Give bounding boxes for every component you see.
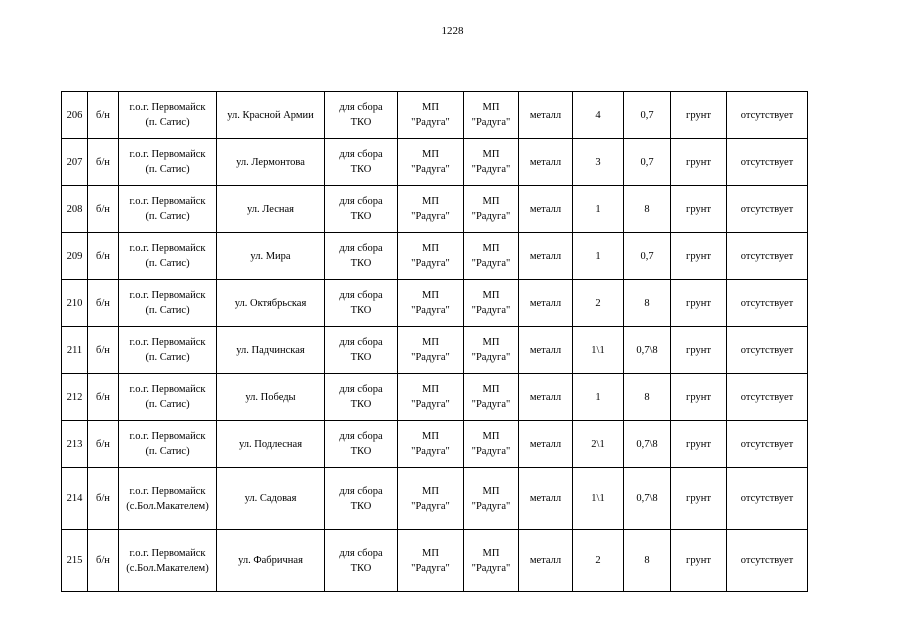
no-number-cell: б/н: [88, 139, 119, 186]
locality-cell-line: г.о.г. Первомайск: [129, 149, 206, 160]
locality-cell: [119, 327, 217, 374]
purpose-cell-line: ТКО: [350, 446, 372, 457]
locality-cell-line: г.о.г. Первомайск: [129, 337, 206, 348]
purpose-cell-line: для сбора: [339, 196, 383, 207]
owner-cell-line: МП: [422, 290, 439, 301]
operator-cell-line: МП: [482, 290, 500, 301]
purpose-cell-line: для сбора: [339, 243, 383, 254]
purpose-cell-line: для сбора: [339, 337, 383, 348]
purpose-cell-line: ТКО: [350, 117, 372, 128]
purpose-cell-line: для сбора: [339, 547, 383, 559]
owner-cell: [398, 92, 464, 139]
locality-cell: [119, 186, 217, 233]
owner-cell: [398, 468, 464, 530]
table-row: [62, 139, 808, 186]
locality-cell-line: г.о.г. Первомайск: [129, 196, 206, 207]
owner-cell: [398, 374, 464, 421]
operator-cell: [464, 327, 519, 374]
purpose-cell-line: ТКО: [350, 562, 372, 574]
purpose-cell-line: ТКО: [350, 352, 372, 363]
locality-cell: [119, 468, 217, 530]
locality-cell-line: (с.Бол.Макателем): [126, 562, 209, 574]
table-row: [62, 186, 808, 233]
owner-cell-line: МП: [422, 149, 439, 160]
operator-cell: [464, 374, 519, 421]
fence-cell: отсутствует: [727, 374, 808, 421]
fence-cell: отсутствует: [727, 468, 808, 530]
operator-cell-line: "Радуга": [471, 305, 511, 316]
street-cell: ул. Лермонтова: [217, 139, 325, 186]
owner-cell-line: "Радуга": [411, 352, 450, 363]
container-count-cell: 1\1: [573, 327, 624, 374]
row-number-cell: 211: [62, 327, 88, 374]
locality-cell-line: г.о.г. Первомайск: [129, 485, 206, 497]
purpose-cell: [325, 139, 398, 186]
purpose-cell-line: ТКО: [350, 211, 372, 222]
purpose-cell: [325, 233, 398, 280]
material-cell: металл: [519, 280, 573, 327]
locality-cell: [119, 374, 217, 421]
table-row: [62, 280, 808, 327]
operator-cell-line: "Радуга": [471, 500, 511, 512]
operator-cell-line: МП: [482, 149, 500, 160]
surface-cell: грунт: [671, 186, 727, 233]
purpose-cell-line: для сбора: [339, 102, 383, 113]
container-count-cell: 1\1: [573, 468, 624, 530]
surface-cell: грунт: [671, 327, 727, 374]
operator-cell-line: МП: [482, 196, 500, 207]
locality-cell-line: г.о.г. Первомайск: [129, 547, 206, 559]
locality-cell-line: (п. Сатис): [145, 211, 190, 222]
locality-cell-line: (п. Сатис): [145, 446, 190, 457]
locality-cell-line: г.о.г. Первомайск: [129, 384, 206, 395]
locality-cell-line: (п. Сатис): [145, 352, 190, 363]
locality-cell-line: (п. Сатис): [145, 258, 190, 269]
surface-cell: грунт: [671, 530, 727, 592]
table-row: [62, 468, 808, 530]
row-number-cell: 214: [62, 468, 88, 530]
surface-cell: грунт: [671, 92, 727, 139]
locality-cell-line: (с.Бол.Макателем): [126, 500, 209, 512]
row-number-cell: 212: [62, 374, 88, 421]
material-cell: металл: [519, 139, 573, 186]
owner-cell-line: "Радуга": [411, 446, 450, 457]
purpose-cell: [325, 421, 398, 468]
locality-cell-line: г.о.г. Первомайск: [129, 102, 206, 113]
material-cell: металл: [519, 186, 573, 233]
operator-cell: [464, 468, 519, 530]
operator-cell-line: "Радуга": [471, 352, 511, 363]
registry-table: [61, 91, 808, 592]
row-number-cell: 213: [62, 421, 88, 468]
owner-cell-line: МП: [422, 196, 439, 207]
operator-cell-line: "Радуга": [471, 446, 511, 457]
container-count-cell: 1: [573, 374, 624, 421]
container-volume-cell: 0,7: [624, 139, 671, 186]
purpose-cell-line: ТКО: [350, 258, 372, 269]
street-cell: ул. Садовая: [217, 468, 325, 530]
material-cell: металл: [519, 374, 573, 421]
purpose-cell: [325, 186, 398, 233]
owner-cell-line: МП: [422, 485, 439, 497]
material-cell: металл: [519, 327, 573, 374]
container-count-cell: 3: [573, 139, 624, 186]
material-cell: металл: [519, 530, 573, 592]
row-number-cell: 210: [62, 280, 88, 327]
operator-cell: [464, 421, 519, 468]
owner-cell: [398, 327, 464, 374]
operator-cell-line: МП: [482, 243, 500, 254]
street-cell: ул. Красной Армии: [217, 92, 325, 139]
street-cell: ул. Фабричная: [217, 530, 325, 592]
operator-cell-line: "Радуга": [471, 258, 511, 269]
fence-cell: отсутствует: [727, 530, 808, 592]
street-cell: ул. Победы: [217, 374, 325, 421]
owner-cell: [398, 186, 464, 233]
no-number-cell: б/н: [88, 280, 119, 327]
street-cell: ул. Лесная: [217, 186, 325, 233]
row-number-cell: 207: [62, 139, 88, 186]
row-number-cell: 206: [62, 92, 88, 139]
locality-cell: [119, 139, 217, 186]
fence-cell: отсутствует: [727, 327, 808, 374]
operator-cell: [464, 233, 519, 280]
no-number-cell: б/н: [88, 92, 119, 139]
owner-cell-line: "Радуга": [411, 562, 450, 574]
owner-cell-line: МП: [422, 337, 439, 348]
owner-cell-line: "Радуга": [411, 117, 450, 128]
owner-cell: [398, 139, 464, 186]
purpose-cell-line: для сбора: [339, 149, 383, 160]
container-volume-cell: 0,7\8: [624, 421, 671, 468]
operator-cell-line: МП: [482, 384, 500, 395]
row-number-cell: 209: [62, 233, 88, 280]
locality-cell: [119, 233, 217, 280]
owner-cell-line: МП: [422, 384, 439, 395]
operator-cell-line: МП: [482, 547, 500, 559]
locality-cell-line: г.о.г. Первомайск: [129, 290, 206, 301]
locality-cell-line: (п. Сатис): [145, 399, 190, 410]
owner-cell-line: "Радуга": [411, 305, 450, 316]
container-count-cell: 2: [573, 530, 624, 592]
purpose-cell: [325, 374, 398, 421]
row-number-cell: 208: [62, 186, 88, 233]
container-count-cell: 2\1: [573, 421, 624, 468]
table-row: [62, 374, 808, 421]
owner-cell-line: "Радуга": [411, 500, 450, 512]
purpose-cell-line: ТКО: [350, 399, 372, 410]
purpose-cell: [325, 530, 398, 592]
container-volume-cell: 0,7\8: [624, 327, 671, 374]
operator-cell-line: "Радуга": [471, 164, 511, 175]
container-count-cell: 2: [573, 280, 624, 327]
operator-cell: [464, 186, 519, 233]
container-count-cell: 4: [573, 92, 624, 139]
operator-cell: [464, 139, 519, 186]
operator-cell: [464, 530, 519, 592]
owner-cell-line: МП: [422, 431, 439, 442]
container-volume-cell: 8: [624, 186, 671, 233]
owner-cell: [398, 530, 464, 592]
material-cell: металл: [519, 468, 573, 530]
fence-cell: отсутствует: [727, 421, 808, 468]
material-cell: металл: [519, 421, 573, 468]
operator-cell-line: "Радуга": [471, 117, 511, 128]
operator-cell-line: "Радуга": [471, 562, 511, 574]
no-number-cell: б/н: [88, 468, 119, 530]
container-volume-cell: 0,7: [624, 233, 671, 280]
fence-cell: отсутствует: [727, 233, 808, 280]
locality-cell: [119, 92, 217, 139]
owner-cell-line: "Радуга": [411, 211, 450, 222]
owner-cell-line: "Радуга": [411, 164, 450, 175]
surface-cell: грунт: [671, 374, 727, 421]
purpose-cell-line: для сбора: [339, 290, 383, 301]
container-volume-cell: 0,7\8: [624, 468, 671, 530]
owner-cell-line: "Радуга": [411, 399, 450, 410]
locality-cell-line: г.о.г. Первомайск: [129, 431, 206, 442]
street-cell: ул. Мира: [217, 233, 325, 280]
purpose-cell: [325, 92, 398, 139]
surface-cell: грунт: [671, 280, 727, 327]
owner-cell-line: МП: [422, 243, 439, 254]
operator-cell-line: МП: [482, 485, 500, 497]
no-number-cell: б/н: [88, 421, 119, 468]
locality-cell-line: г.о.г. Первомайск: [129, 243, 206, 254]
locality-cell: [119, 530, 217, 592]
row-number-cell: 215: [62, 530, 88, 592]
fence-cell: отсутствует: [727, 139, 808, 186]
table-row: [62, 92, 808, 139]
container-volume-cell: 8: [624, 280, 671, 327]
owner-cell-line: МП: [422, 102, 439, 113]
surface-cell: грунт: [671, 139, 727, 186]
operator-cell-line: "Радуга": [471, 399, 511, 410]
owner-cell: [398, 280, 464, 327]
street-cell: ул. Октябрьская: [217, 280, 325, 327]
table-row: [62, 327, 808, 374]
surface-cell: грунт: [671, 468, 727, 530]
fence-cell: отсутствует: [727, 186, 808, 233]
operator-cell: [464, 280, 519, 327]
purpose-cell: [325, 280, 398, 327]
container-volume-cell: 8: [624, 374, 671, 421]
container-count-cell: 1: [573, 233, 624, 280]
operator-cell-line: МП: [482, 337, 500, 348]
purpose-cell-line: ТКО: [350, 500, 372, 512]
container-volume-cell: 0,7: [624, 92, 671, 139]
material-cell: металл: [519, 233, 573, 280]
purpose-cell-line: ТКО: [350, 305, 372, 316]
locality-cell-line: (п. Сатис): [145, 117, 190, 128]
street-cell: ул. Подлесная: [217, 421, 325, 468]
purpose-cell: [325, 327, 398, 374]
locality-cell-line: (п. Сатис): [145, 305, 190, 316]
owner-cell-line: МП: [422, 547, 439, 559]
no-number-cell: б/н: [88, 530, 119, 592]
fence-cell: отсутствует: [727, 280, 808, 327]
no-number-cell: б/н: [88, 327, 119, 374]
table-row: [62, 530, 808, 592]
operator-cell-line: МП: [482, 102, 500, 113]
no-number-cell: б/н: [88, 374, 119, 421]
locality-cell: [119, 421, 217, 468]
no-number-cell: б/н: [88, 233, 119, 280]
purpose-cell-line: для сбора: [339, 384, 383, 395]
table-row: [62, 421, 808, 468]
owner-cell: [398, 233, 464, 280]
page-number: 1228: [441, 25, 464, 37]
purpose-cell-line: ТКО: [350, 164, 372, 175]
purpose-cell-line: для сбора: [339, 485, 383, 497]
street-cell: ул. Падчинская: [217, 327, 325, 374]
fence-cell: отсутствует: [727, 92, 808, 139]
purpose-cell: [325, 468, 398, 530]
table-row: [62, 233, 808, 280]
operator-cell-line: "Радуга": [471, 211, 511, 222]
registry-rows: [62, 92, 808, 592]
container-volume-cell: 8: [624, 530, 671, 592]
material-cell: металл: [519, 92, 573, 139]
surface-cell: грунт: [671, 233, 727, 280]
purpose-cell-line: для сбора: [339, 431, 383, 442]
locality-cell: [119, 280, 217, 327]
surface-cell: грунт: [671, 421, 727, 468]
owner-cell: [398, 421, 464, 468]
operator-cell: [464, 92, 519, 139]
owner-cell-line: "Радуга": [411, 258, 450, 269]
container-count-cell: 1: [573, 186, 624, 233]
no-number-cell: б/н: [88, 186, 119, 233]
operator-cell-line: МП: [482, 431, 500, 442]
locality-cell-line: (п. Сатис): [145, 164, 190, 175]
